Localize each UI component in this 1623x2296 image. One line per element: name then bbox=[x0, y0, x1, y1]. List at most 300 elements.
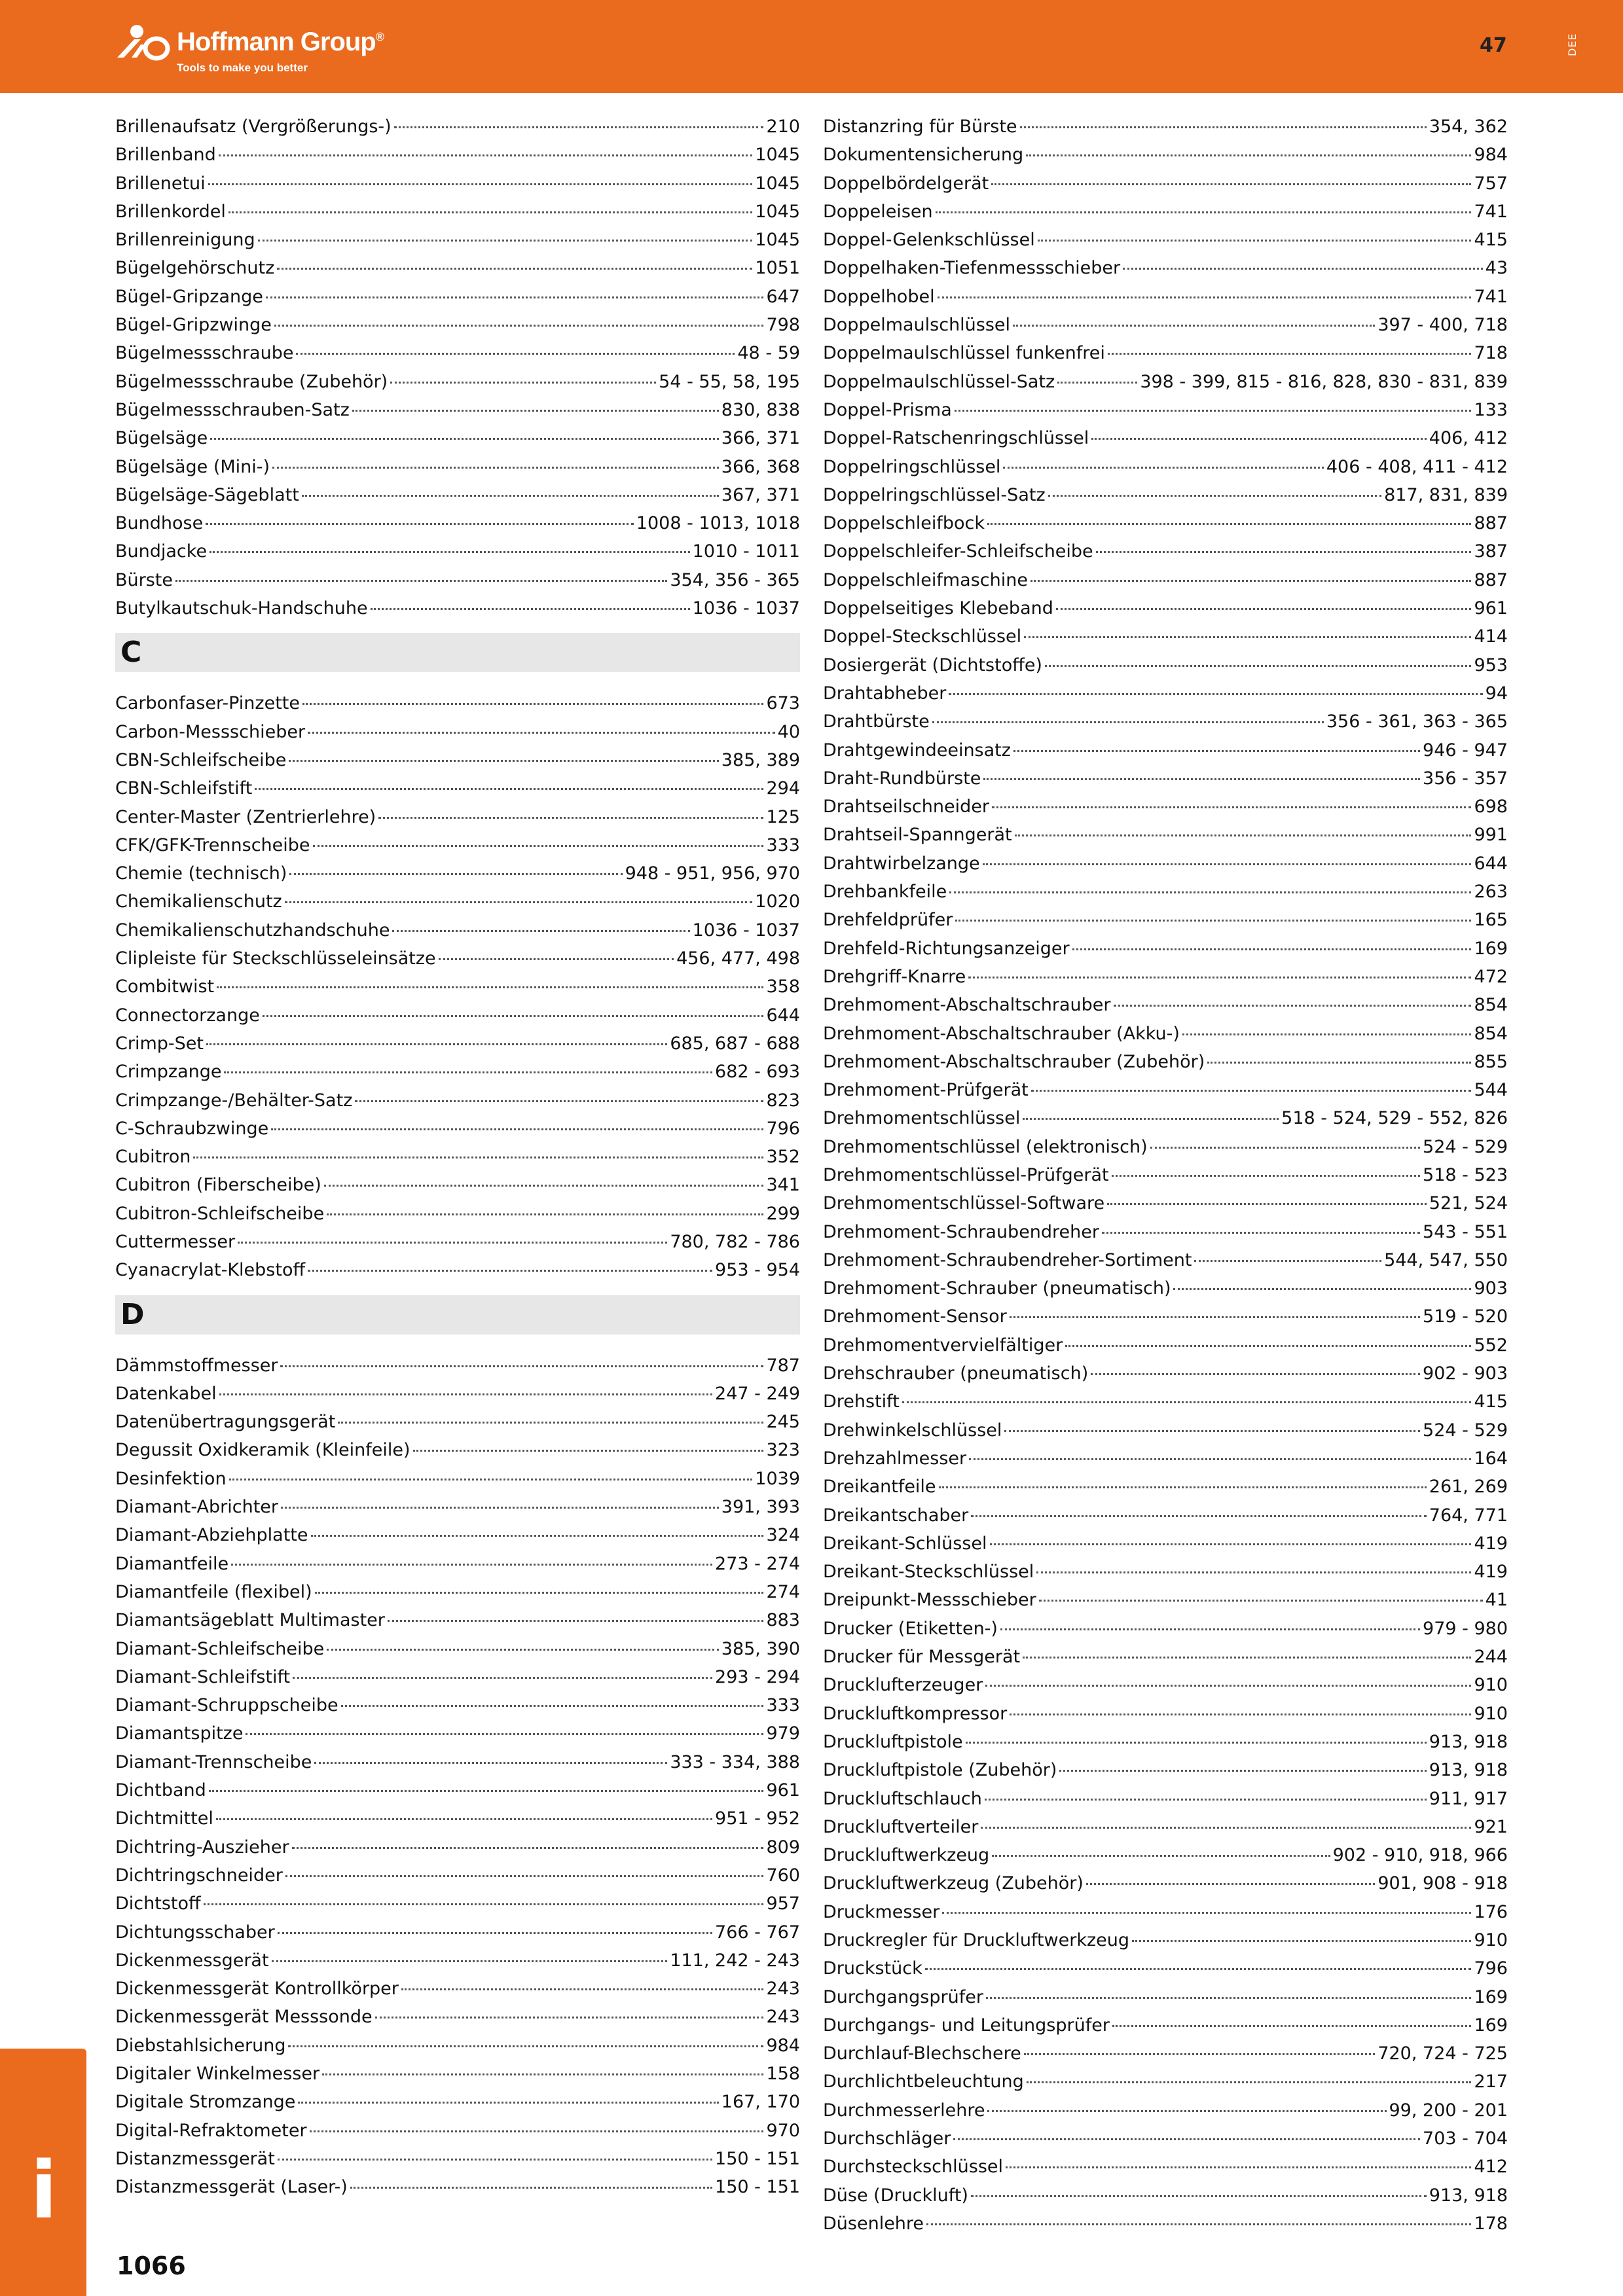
index-entry bbox=[115, 973, 800, 1001]
index-page-reference: 164 bbox=[1474, 1448, 1508, 1469]
index-term: Carbonfaser-Pinzette bbox=[115, 693, 300, 714]
brand-name: Hoffmann Group® bbox=[177, 27, 384, 56]
index-page-reference: 274 bbox=[766, 1581, 800, 1602]
index-entry bbox=[823, 170, 1508, 198]
index-page-reference: 673 bbox=[766, 693, 800, 714]
dot-leader bbox=[1057, 382, 1137, 384]
index-entry bbox=[823, 651, 1508, 679]
index-page-reference: 644 bbox=[1474, 853, 1508, 874]
index-term: Durchsteckschlüssel bbox=[823, 2157, 1003, 2178]
index-term: Bügelmessschraube (Zubehör) bbox=[115, 371, 388, 392]
index-entry bbox=[823, 2210, 1508, 2238]
index-page-reference: 544 bbox=[1474, 1080, 1508, 1101]
dot-leader bbox=[986, 1997, 1472, 1999]
index-term: Digitaler Winkelmesser bbox=[115, 2064, 320, 2084]
dot-leader bbox=[953, 2138, 1420, 2140]
index-page-reference: 830, 838 bbox=[721, 399, 800, 420]
index-page-reference: 41 bbox=[1485, 1590, 1508, 1611]
index-term: Drahtabheber bbox=[823, 683, 947, 704]
index-page-reference: 1045 bbox=[755, 201, 800, 222]
index-page-reference: 946 - 947 bbox=[1423, 740, 1508, 761]
index-entry bbox=[823, 1983, 1508, 2011]
dot-leader bbox=[266, 296, 764, 298]
dot-leader bbox=[324, 1185, 764, 1187]
dot-leader bbox=[439, 958, 674, 960]
index-term: Drehmoment-Abschaltschrauber (Akku-) bbox=[823, 1023, 1180, 1044]
index-entry bbox=[823, 1728, 1508, 1756]
index-entry bbox=[115, 2003, 800, 2031]
index-page-reference: 150 - 151 bbox=[715, 2148, 800, 2169]
index-page-reference: 391, 393 bbox=[721, 1497, 800, 1518]
section-heading-c: C bbox=[115, 633, 800, 672]
index-term: Dreikant-Schlüssel bbox=[823, 1533, 987, 1554]
dot-leader bbox=[949, 693, 1482, 695]
index-term: Drehmomentschlüssel (elektronisch) bbox=[823, 1136, 1148, 1157]
index-page-reference: 720, 724 - 725 bbox=[1377, 2043, 1508, 2064]
index-term: Doppelschleifmaschine bbox=[823, 569, 1028, 590]
index-entry bbox=[115, 1408, 800, 1436]
index-page-reference: 1045 bbox=[755, 230, 800, 251]
index-term: CFK/GFK-Trennscheibe bbox=[115, 834, 310, 855]
index-page-reference: 352 bbox=[766, 1147, 800, 1168]
dot-leader bbox=[1039, 1600, 1483, 1602]
index-page-reference: 415 bbox=[1474, 1391, 1508, 1412]
dot-leader bbox=[1003, 467, 1323, 469]
index-entry bbox=[115, 113, 800, 141]
index-term: Drehmoment-Schrauber (pneumatisch) bbox=[823, 1278, 1171, 1299]
index-page-reference: 757 bbox=[1474, 173, 1508, 194]
dot-leader bbox=[1031, 1090, 1472, 1092]
index-entry bbox=[823, 113, 1508, 141]
dot-leader bbox=[308, 1270, 712, 1272]
index-entry bbox=[823, 1048, 1508, 1076]
index-page-reference: 682 - 693 bbox=[715, 1062, 800, 1083]
index-term: Drehfeldprüfer bbox=[823, 910, 953, 931]
index-page-reference: 796 bbox=[1474, 1958, 1508, 1979]
index-page-reference: 263 bbox=[1474, 882, 1508, 903]
index-term: Doppelhaken-Tiefenmessschieber bbox=[823, 258, 1121, 279]
index-page-reference: 243 bbox=[766, 2007, 800, 2028]
index-term: Doppelhobel bbox=[823, 286, 935, 307]
index-term: CBN-Schleifstift bbox=[115, 778, 253, 799]
dot-leader bbox=[1000, 1628, 1420, 1630]
index-term: Diamantspitze bbox=[115, 1723, 244, 1744]
index-page-reference: 913, 918 bbox=[1429, 2185, 1508, 2206]
dot-leader bbox=[985, 1799, 1427, 1801]
index-page-reference: 1045 bbox=[755, 173, 800, 194]
index-term: Drehbankfeile bbox=[823, 882, 947, 903]
index-page-reference: 543 - 551 bbox=[1423, 1221, 1508, 1242]
dot-leader bbox=[1096, 551, 1472, 553]
dot-leader bbox=[983, 863, 1472, 865]
index-page-reference: 358 bbox=[766, 977, 800, 997]
index-term: Brillenaufsatz (Vergrößerungs-) bbox=[115, 117, 392, 137]
index-term: Doppel-Gelenkschlüssel bbox=[823, 230, 1035, 251]
index-page-reference: 48 - 59 bbox=[737, 343, 800, 364]
index-entry bbox=[115, 1918, 800, 1946]
index-page-reference: 54 - 55, 58, 195 bbox=[659, 371, 800, 392]
index-page-reference: 911, 917 bbox=[1429, 1788, 1508, 1809]
dot-leader bbox=[1123, 268, 1483, 270]
index-term: Druckluftkompressor bbox=[823, 1703, 1008, 1724]
index-entry bbox=[115, 1635, 800, 1663]
index-term: Druckmesser bbox=[823, 1901, 940, 1922]
index-term: Dichtring-Auszieher bbox=[115, 1837, 289, 1857]
dot-leader bbox=[281, 1507, 719, 1509]
index-page-reference: 385, 390 bbox=[721, 1638, 800, 1659]
index-entry bbox=[823, 226, 1508, 254]
index-page-reference: 910 bbox=[1474, 1703, 1508, 1724]
dot-leader bbox=[990, 1543, 1472, 1545]
index-page-reference: 798 bbox=[766, 315, 800, 336]
dot-leader bbox=[971, 1515, 1427, 1517]
dot-leader bbox=[1026, 154, 1471, 156]
index-term: Drahtwirbelzange bbox=[823, 853, 980, 874]
dot-leader bbox=[229, 1479, 753, 1480]
dot-leader bbox=[955, 410, 1472, 412]
index-term: Crimpzange bbox=[115, 1062, 222, 1083]
dot-leader bbox=[1010, 1316, 1420, 1318]
index-term: Center-Master (Zentrierlehre) bbox=[115, 806, 376, 827]
index-page-reference: 718 bbox=[1474, 343, 1508, 364]
index-term: Drahtbürste bbox=[823, 711, 930, 732]
index-entry bbox=[823, 1954, 1508, 1982]
index-entry bbox=[823, 2153, 1508, 2181]
index-term: Drehwinkelschlüssel bbox=[823, 1420, 1002, 1441]
index-entry bbox=[115, 1256, 800, 1284]
dot-leader bbox=[206, 523, 634, 525]
index-group-b bbox=[115, 113, 800, 622]
index-term: Diamant-Schleifstift bbox=[115, 1666, 291, 1687]
dot-leader bbox=[1182, 1033, 1472, 1035]
index-term: Druckluftpistole (Zubehör) bbox=[823, 1760, 1057, 1781]
index-page-reference: 247 - 249 bbox=[715, 1383, 800, 1404]
index-entry bbox=[115, 1228, 800, 1256]
dot-leader bbox=[292, 1847, 764, 1849]
index-page-reference: 552 bbox=[1474, 1335, 1508, 1355]
dot-leader bbox=[302, 495, 719, 497]
index-term: Dichtungsschaber bbox=[115, 1922, 275, 1943]
index-entry bbox=[823, 509, 1508, 537]
index-entry bbox=[115, 254, 800, 282]
dot-leader bbox=[1112, 2025, 1472, 2027]
index-term: Chemikalienschutzhandschuhe bbox=[115, 920, 390, 941]
dot-leader bbox=[1065, 1345, 1471, 1347]
dot-leader bbox=[983, 778, 1420, 780]
dot-leader bbox=[350, 2187, 712, 2189]
index-term: Durchlauf-Blechschere bbox=[823, 2043, 1021, 2064]
index-page-reference: 518 - 524, 529 - 552, 826 bbox=[1281, 1108, 1508, 1129]
index-page-reference: 787 bbox=[766, 1355, 800, 1376]
index-term: Doppel-Steckschlüssel bbox=[823, 626, 1022, 647]
index-entry bbox=[115, 2145, 800, 2173]
index-term: Diamant-Abrichter bbox=[115, 1497, 278, 1518]
dot-leader bbox=[981, 1827, 1471, 1829]
index-page-reference: 178 bbox=[1474, 2213, 1508, 2234]
index-page-reference: 953 - 954 bbox=[715, 1260, 800, 1281]
index-term: Diamantfeile (flexibel) bbox=[115, 1581, 312, 1602]
index-term: Dichtmittel bbox=[115, 1808, 213, 1829]
index-term: Distanzmessgerät (Laser-) bbox=[115, 2177, 348, 2198]
index-entry bbox=[115, 396, 800, 424]
index-page-reference: 299 bbox=[766, 1203, 800, 1224]
index-entry bbox=[823, 1161, 1508, 1189]
index-term: Crimpzange-/Behälter-Satz bbox=[115, 1090, 353, 1111]
index-page-reference: 169 bbox=[1474, 1986, 1508, 2007]
index-page-reference: 324 bbox=[766, 1525, 800, 1546]
dot-leader bbox=[942, 1912, 1471, 1914]
index-term: Doppeleisen bbox=[823, 201, 933, 222]
index-entry bbox=[823, 679, 1508, 708]
index-entry bbox=[115, 1804, 800, 1833]
index-page-reference: 921 bbox=[1474, 1816, 1508, 1837]
index-entry bbox=[115, 481, 800, 509]
index-term: Bügelmessschraube bbox=[115, 343, 294, 364]
index-entry bbox=[115, 944, 800, 973]
index-term: Drucklufterzeuger bbox=[823, 1675, 983, 1696]
dot-leader bbox=[209, 1790, 764, 1792]
index-entry bbox=[115, 718, 800, 746]
dot-leader bbox=[1132, 1940, 1471, 1942]
index-entry bbox=[115, 509, 800, 537]
index-page-reference: 333 bbox=[766, 1695, 800, 1716]
index-term: Drehmomentschlüssel-Prüfgerät bbox=[823, 1164, 1109, 1185]
dot-leader bbox=[258, 240, 753, 242]
index-term: Druckluftwerkzeug bbox=[823, 1845, 990, 1866]
index-page-reference: 979 bbox=[766, 1723, 800, 1744]
index-page-reference: 397 - 400, 718 bbox=[1377, 315, 1508, 336]
dot-leader bbox=[1036, 1571, 1471, 1573]
index-entry bbox=[115, 283, 800, 311]
index-page-reference: 741 bbox=[1474, 201, 1508, 222]
index-term: Drehmomentschlüssel bbox=[823, 1108, 1021, 1129]
index-term: Draht-Rundbürste bbox=[823, 768, 981, 789]
index-entry bbox=[823, 2096, 1508, 2125]
index-entry bbox=[823, 1501, 1508, 1530]
dot-leader bbox=[238, 1242, 667, 1244]
index-page-reference: 961 bbox=[1474, 598, 1508, 619]
index-term: Doppelmaulschlüssel bbox=[823, 315, 1011, 336]
dot-leader bbox=[1038, 240, 1472, 242]
index-entry bbox=[115, 831, 800, 859]
index-entry bbox=[823, 1643, 1508, 1671]
dot-leader bbox=[224, 1071, 712, 1073]
index-entry bbox=[823, 1615, 1508, 1643]
dot-leader bbox=[388, 1620, 764, 1622]
index-entry bbox=[115, 1663, 800, 1691]
index-entry bbox=[115, 1861, 800, 1890]
index-term: Combitwist bbox=[115, 977, 215, 997]
index-term: Dreikantfeile bbox=[823, 1477, 936, 1498]
index-term: Durchgangs- und Leitungsprüfer bbox=[823, 2015, 1110, 2036]
dot-leader bbox=[413, 1450, 764, 1452]
index-entry bbox=[823, 2181, 1508, 2210]
index-entry bbox=[823, 850, 1508, 878]
index-entry bbox=[823, 1274, 1508, 1302]
index-term: Distanzmessgerät bbox=[115, 2148, 275, 2169]
index-entry bbox=[115, 1436, 800, 1464]
index-term: Dickenmessgerät Messsonde bbox=[115, 2007, 373, 2028]
index-page-reference: 385, 389 bbox=[721, 749, 800, 770]
index-term: Doppel-Prisma bbox=[823, 399, 952, 420]
section-tab bbox=[0, 2049, 86, 2296]
dot-leader bbox=[1207, 1062, 1471, 1064]
index-page-reference: 419 bbox=[1474, 1533, 1508, 1554]
index-page-reference: 367, 371 bbox=[721, 484, 800, 505]
index-page-reference: 323 bbox=[766, 1440, 800, 1461]
index-entry bbox=[823, 1218, 1508, 1246]
index-page-reference: 764, 771 bbox=[1429, 1505, 1508, 1526]
dot-leader bbox=[390, 382, 656, 384]
dot-leader bbox=[277, 268, 752, 270]
index-entry bbox=[823, 1331, 1508, 1359]
index-entry bbox=[115, 1086, 800, 1115]
index-entry bbox=[823, 1785, 1508, 1813]
dot-leader bbox=[932, 721, 1324, 723]
index-term: Durchgangsprüfer bbox=[823, 1986, 983, 2007]
index-page-reference: 1045 bbox=[755, 145, 800, 166]
index-entry bbox=[115, 1776, 800, 1804]
index-term: Cyanacrylat-Klebstoff bbox=[115, 1260, 306, 1281]
index-page-reference: 957 bbox=[766, 1893, 800, 1914]
index-entry bbox=[823, 1388, 1508, 1416]
index-term: Diamant-Schleifscheibe bbox=[115, 1638, 325, 1659]
index-entry bbox=[823, 764, 1508, 793]
dot-leader bbox=[902, 1401, 1472, 1403]
index-page-reference: 524 - 529 bbox=[1423, 1136, 1508, 1157]
index-page-reference: 99, 200 - 201 bbox=[1389, 2100, 1508, 2121]
brand-logo bbox=[115, 20, 390, 82]
index-page-reference: 243 bbox=[766, 1979, 800, 2000]
index-entry bbox=[115, 1521, 800, 1549]
index-entry bbox=[823, 1841, 1508, 1869]
dot-leader bbox=[208, 183, 753, 185]
dot-leader bbox=[327, 1649, 719, 1651]
dot-leader bbox=[255, 788, 763, 790]
index-page-reference: 685, 687 - 688 bbox=[670, 1033, 800, 1054]
dot-leader bbox=[968, 977, 1471, 978]
index-entry bbox=[115, 1171, 800, 1199]
dot-leader bbox=[1112, 1175, 1420, 1177]
index-page-reference: 150 - 151 bbox=[715, 2177, 800, 2198]
index-page-reference: 244 bbox=[1474, 1647, 1508, 1668]
index-term: Drehmomentschlüssel-Software bbox=[823, 1193, 1105, 1214]
index-term: Drucker für Messgerät bbox=[823, 1647, 1021, 1668]
index-page-reference: 414 bbox=[1474, 626, 1508, 647]
dot-leader bbox=[293, 1677, 712, 1679]
dot-leader bbox=[378, 817, 763, 819]
index-term: Drahtgewindeeinsatz bbox=[823, 740, 1011, 761]
index-page-reference: 125 bbox=[766, 806, 800, 827]
dot-leader bbox=[992, 806, 1472, 808]
index-entry bbox=[823, 1359, 1508, 1388]
index-page-reference: 883 bbox=[766, 1610, 800, 1631]
index-entry bbox=[823, 1444, 1508, 1473]
index-entry bbox=[115, 453, 800, 481]
index-page-reference: 644 bbox=[766, 1005, 800, 1026]
index-page-reference: 406, 412 bbox=[1429, 428, 1508, 449]
index-term: Doppelmaulschlüssel-Satz bbox=[823, 371, 1055, 392]
index-page-reference: 354, 362 bbox=[1429, 117, 1508, 137]
index-page-reference: 1020 bbox=[755, 891, 800, 912]
dot-leader bbox=[936, 211, 1472, 213]
dot-leader bbox=[926, 2223, 1471, 2225]
index-term: Dreikantschaber bbox=[823, 1505, 969, 1526]
index-page-reference: 913, 918 bbox=[1429, 1760, 1508, 1781]
index-term: Cuttermesser bbox=[115, 1231, 236, 1252]
index-entry bbox=[823, 537, 1508, 565]
dot-leader bbox=[992, 1855, 1330, 1857]
index-page-reference: 133 bbox=[1474, 399, 1508, 420]
index-term: Chemikalienschutz bbox=[115, 891, 282, 912]
index-entry bbox=[115, 1691, 800, 1719]
dot-leader bbox=[341, 1705, 764, 1707]
index-entry bbox=[823, 963, 1508, 991]
index-term: Drehmoment-Prüfgerät bbox=[823, 1080, 1029, 1101]
index-term: Distanzring für Bürste bbox=[823, 117, 1017, 137]
index-term: Doppelschleifbock bbox=[823, 513, 985, 534]
index-page-reference: 1051 bbox=[755, 258, 800, 279]
index-page-reference: 910 bbox=[1474, 1675, 1508, 1696]
index-term: Bundjacke bbox=[115, 541, 208, 562]
index-column-left bbox=[115, 113, 800, 2201]
info-icon: i bbox=[30, 2145, 58, 2236]
index-entry bbox=[115, 141, 800, 169]
dot-leader bbox=[1048, 495, 1381, 497]
dot-leader bbox=[1102, 1232, 1420, 1234]
index-entry bbox=[823, 283, 1508, 311]
index-entry bbox=[115, 774, 800, 802]
dot-leader bbox=[1114, 1005, 1472, 1007]
index-entry bbox=[115, 1030, 800, 1058]
index-page-reference: 333 bbox=[766, 834, 800, 855]
index-page-reference: 111, 242 - 243 bbox=[670, 1950, 800, 1971]
index-entry bbox=[823, 1813, 1508, 1841]
index-term: Degussit Oxidkeramik (Kleinfeile) bbox=[115, 1440, 410, 1461]
index-group-d bbox=[115, 1352, 800, 2202]
index-page-reference: 698 bbox=[1474, 797, 1508, 817]
index-entry bbox=[823, 991, 1508, 1019]
index-term: Butylkautschuk-Handschuhe bbox=[115, 598, 368, 619]
index-term: Bundhose bbox=[115, 513, 204, 534]
index-entry bbox=[115, 2032, 800, 2060]
dot-leader bbox=[210, 551, 690, 553]
dot-leader bbox=[285, 1875, 764, 1877]
dot-leader bbox=[311, 1535, 764, 1537]
dot-leader bbox=[991, 183, 1471, 185]
dot-leader bbox=[231, 1564, 712, 1566]
dot-leader bbox=[925, 1968, 1472, 1970]
index-entry bbox=[823, 1416, 1508, 1444]
index-term: Brillenband bbox=[115, 145, 216, 166]
dot-leader bbox=[228, 211, 752, 213]
dot-leader bbox=[939, 1486, 1427, 1488]
index-entry bbox=[823, 254, 1508, 282]
index-page-reference: 854 bbox=[1474, 1023, 1508, 1044]
dot-leader bbox=[1020, 126, 1427, 128]
index-entry bbox=[823, 396, 1508, 424]
section-heading-d: D bbox=[115, 1295, 800, 1335]
dot-leader bbox=[210, 438, 719, 440]
dot-leader bbox=[987, 2110, 1386, 2112]
index-page-reference: 823 bbox=[766, 1090, 800, 1111]
index-page-reference: 176 bbox=[1474, 1901, 1508, 1922]
index-term: Dickenmessgerät bbox=[115, 1950, 269, 1971]
index-entry bbox=[823, 339, 1508, 367]
dot-leader bbox=[1024, 2053, 1376, 2055]
dot-leader bbox=[971, 2195, 1427, 2197]
index-term: Cubitron-Schleifscheibe bbox=[115, 1203, 325, 1224]
